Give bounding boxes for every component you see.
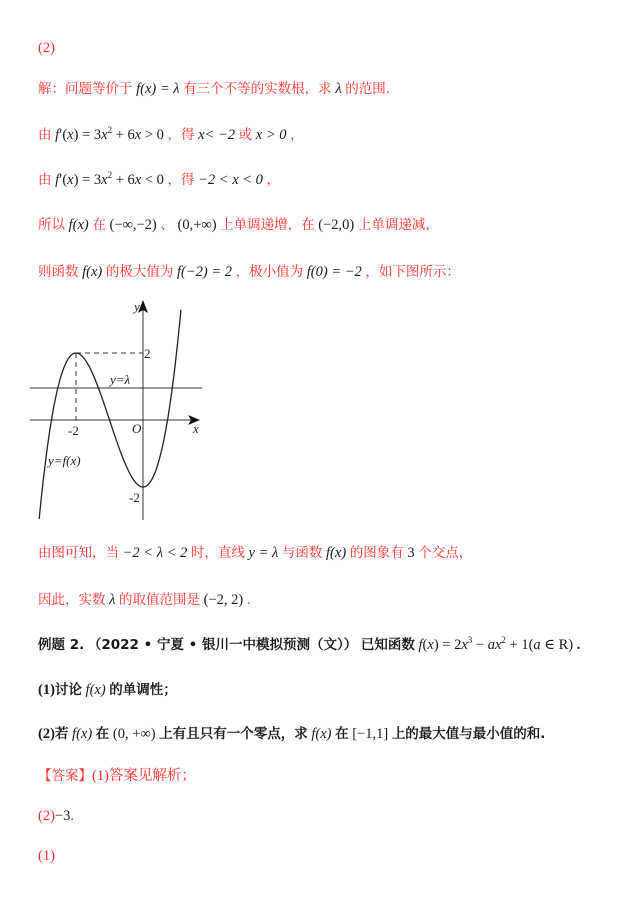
- next-part-label: (1): [38, 848, 55, 864]
- mono-in: 在: [92, 217, 106, 233]
- mono-inc: 上单调递增，在: [220, 217, 315, 233]
- ext-suffix: ，如下图所示：: [365, 264, 460, 280]
- dec-end: ，: [266, 172, 281, 188]
- derivative-negative: $f'(x) = 3x^2 + 6x < 0$: [55, 170, 164, 188]
- ext-max-label: 的极大值为: [105, 264, 174, 280]
- monotonicity-statement: [38, 215, 439, 235]
- concl-suffix: 个交点，: [418, 545, 473, 561]
- q1-fx: f(x): [85, 682, 106, 698]
- q2-text-c: 上有且只有一个零点，求: [159, 726, 308, 742]
- answer-2-end: .: [70, 808, 74, 824]
- example-2-title: [38, 635, 580, 655]
- range-value: (−2, 2): [203, 592, 244, 608]
- q2-text-b: 在: [95, 726, 110, 742]
- decreasing-condition: [38, 170, 280, 190]
- concl-line: y = λ: [248, 545, 279, 561]
- ext-prefix: 则函数: [38, 264, 79, 280]
- concl-cond: −2 < λ < 2: [122, 545, 188, 561]
- example-given: 已知函数: [360, 637, 415, 653]
- q2-fx-2: f(x): [311, 726, 332, 742]
- concl-prefix: 由图可知，当: [38, 545, 119, 561]
- y-axis-label: y: [134, 299, 140, 314]
- cubic-curve: [39, 310, 181, 519]
- extremum-statement: [38, 262, 460, 282]
- inc-or: 或: [238, 127, 253, 143]
- q1-number: (1): [38, 682, 55, 698]
- intro-suffix: 的范围.: [345, 81, 391, 97]
- range-end: .: [246, 592, 251, 608]
- interval-2: (0,+∞): [177, 217, 217, 233]
- range-mid: 的取值范围是: [119, 592, 201, 608]
- answer-2-number: (2): [38, 808, 55, 824]
- inc-mid: ，得: [167, 127, 195, 143]
- ext-min-label: ，极小值为: [235, 264, 304, 280]
- range-lambda: λ: [109, 592, 116, 608]
- concl-fx: f(x): [326, 545, 347, 561]
- answer-1: (1)答案见解析；: [92, 768, 196, 784]
- intro-equation: f(x) = λ: [136, 81, 180, 97]
- q2-text-d: 在: [335, 726, 349, 742]
- dec-cond: −2 < x < 0: [198, 172, 263, 188]
- solution-intro: [38, 79, 390, 99]
- dec-mid: ，得: [167, 172, 195, 188]
- dec-prefix: 由: [38, 172, 52, 188]
- conclusion-statement: [38, 543, 472, 563]
- origin-label: O: [132, 421, 142, 436]
- curve-label: y=f(x): [48, 453, 81, 468]
- question-1: [38, 680, 177, 700]
- intro-prefix: 解：问题等价于: [38, 81, 133, 97]
- mono-sep: 、: [160, 217, 174, 233]
- concl-mid2: 与函数: [281, 545, 323, 561]
- function-graph: [30, 295, 210, 525]
- answer-line-1: [38, 766, 196, 786]
- concl-mid3: 的图象有: [349, 545, 404, 561]
- q1-text-a: 讨论: [54, 682, 82, 698]
- range-statement: [38, 590, 251, 610]
- mono-fx: f(x): [68, 217, 89, 233]
- mono-dec: 上单调递减，: [357, 217, 439, 233]
- q2-text-a: 若: [54, 726, 69, 742]
- example-label: 例题 2.: [38, 637, 85, 653]
- example-end: .: [576, 637, 581, 653]
- question-2: [38, 724, 545, 744]
- concl-count: 3: [407, 545, 415, 561]
- inc-prefix: 由: [38, 127, 52, 143]
- inc-cond-2: x > 0: [255, 127, 287, 143]
- concl-mid: 时，直线: [190, 545, 245, 561]
- x-tick-label: -2: [68, 423, 79, 438]
- lambda-line-label: y=λ: [110, 372, 131, 387]
- max-value-label: 2: [144, 346, 151, 361]
- interval-1: (−∞,−2): [109, 217, 157, 233]
- q2-interval: (0, +∞): [112, 726, 156, 742]
- min-value-label: -2: [129, 490, 140, 505]
- ext-max: f(−2) = 2: [177, 264, 233, 280]
- answer-2-value: −3: [54, 808, 71, 824]
- increasing-condition: [38, 125, 304, 145]
- range-prefix: 因此，实数: [38, 592, 106, 608]
- q2-text-e: 上的最大值与最小值的和.: [391, 726, 546, 742]
- q2-interval-2: [−1,1]: [352, 726, 389, 742]
- intro-mid: 有三个不等的实数根，求: [183, 81, 332, 97]
- q2-number: (2): [38, 726, 55, 742]
- inc-end: ，: [290, 127, 304, 143]
- answer-line-2: [38, 806, 74, 826]
- mono-prefix: 所以: [38, 217, 65, 233]
- interval-3: (−2,0): [318, 217, 355, 233]
- inc-cond-1: x< −2: [198, 127, 236, 143]
- q1-text-b: 的单调性；: [109, 682, 177, 698]
- q2-fx: f(x): [72, 726, 93, 742]
- x-axis-label: x: [193, 421, 199, 436]
- ext-min: f(0) = −2: [306, 264, 362, 280]
- derivative-positive: $f'(x) = 3x^2 + 6x > 0$: [55, 125, 164, 143]
- answer-label: 【答案】: [38, 768, 92, 784]
- ext-fx: f(x): [82, 264, 103, 280]
- part-2-label: (2): [38, 40, 55, 56]
- example-function: $f(x) = 2x^3 - ax^2 + 1(a$ ∈ R): [418, 635, 574, 653]
- intro-lambda: λ: [335, 81, 342, 97]
- example-source: （2022 • 宁夏 • 银川一中模拟预测（文））: [87, 637, 358, 653]
